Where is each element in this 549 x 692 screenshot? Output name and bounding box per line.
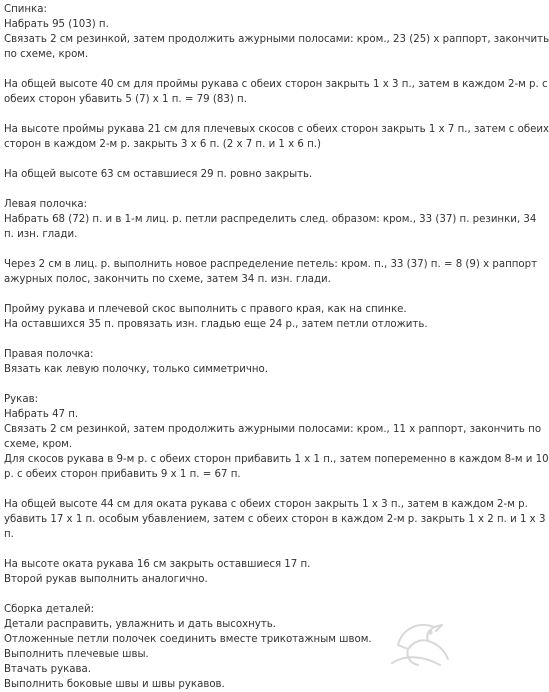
paragraph-gap bbox=[4, 287, 456, 302]
text-line: Пройму рукава и плечевой скос выполнить с правого края, как на спинке. bbox=[4, 304, 407, 315]
document-body bbox=[4, 2, 549, 692]
text-line: схеме, кром. bbox=[4, 439, 73, 450]
text-line: На общей высоте 63 см оставшиеся 29 п. ровно закрыть. bbox=[4, 169, 313, 180]
paragraph-gap bbox=[4, 107, 456, 122]
text-line: сторон в каждом 2-м р. закрыть 3 х 6 п. (2 х 7 п. и 1 х 6 п.) bbox=[4, 139, 322, 150]
text-line: Правая полочка: bbox=[4, 349, 94, 360]
paragraph-gap bbox=[4, 152, 456, 167]
text-line: Набрать 68 (72) п. и в 1-м лиц. р. петли распределить след. образом: кром., 33 (37) п. резинки, 34 bbox=[4, 214, 537, 225]
paragraph-gap bbox=[4, 542, 456, 557]
paragraph-gap bbox=[4, 332, 456, 347]
text-line: Вязать как левую полочку, только симметрично. bbox=[4, 364, 269, 375]
text-line: Выполнить боковые швы и швы рукавов. bbox=[4, 679, 225, 690]
paragraph-gap bbox=[4, 62, 456, 77]
text-line: по схеме, кром. bbox=[4, 49, 89, 60]
text-line: Через 2 см в лиц. р. выполнить новое распределение петель: кром. п., 33 (37) п. = 8 (9) х раппорт bbox=[4, 259, 538, 270]
paragraph-gap bbox=[4, 482, 456, 497]
text-line: ажурных полос, закончить по схеме, затем 34 п. изн. глади. bbox=[4, 274, 331, 285]
paragraph-gap bbox=[4, 182, 456, 197]
text-line: Рукав: bbox=[4, 394, 39, 405]
bird-logo-icon bbox=[378, 605, 456, 671]
text-line: Связать 2 см резинкой, затем продолжить ажурными полосами: кром., 11 х раппорт, закончить по bbox=[4, 424, 542, 435]
text-line: Втачать рукава. bbox=[4, 664, 91, 675]
text-line: Детали расправить, увлажнить и дать высохнуть. bbox=[4, 619, 277, 630]
text-line: Левая полочка: bbox=[4, 199, 88, 210]
paragraph-gap bbox=[4, 587, 456, 602]
text-line: На высоте оката рукава 16 см закрыть оставшиеся 17 п. bbox=[4, 559, 311, 570]
text-line: убавить 17 х 1 п. особым убавлением, затем с обеих сторон в каждом 2-м р. закрыть 1 х 2 п. и 1 х 3 bbox=[4, 514, 546, 525]
text-line: Сборка деталей: bbox=[4, 604, 95, 615]
watermark-logo bbox=[378, 605, 456, 671]
text-line: Отложенные петли полочек соединить вместе трикотажным швом. bbox=[4, 634, 372, 645]
text-line: Выполнить плечевые швы. bbox=[4, 649, 149, 660]
text-line: п. изн. глади. bbox=[4, 229, 78, 240]
text-line: На общей высоте 44 см для оката рукава с обеих сторон закрыть 1 х 3 п., затем в каждом 2-м р. bbox=[4, 499, 528, 510]
text-line: Связать 2 см резинкой, затем продолжить ажурными полосами: кром., 23 (25) х раппорт, закончить bbox=[4, 34, 549, 45]
text-line: Набрать 47 п. bbox=[4, 409, 79, 420]
text-line: обеих сторон убавить 5 (7) х 1 п. = 79 (83) п. bbox=[4, 94, 247, 105]
text-line: На высоте проймы рукава 21 см для плечевых скосов с обеих сторон закрыть 1 х 7 п., затем с обеих bbox=[4, 124, 549, 135]
text-line: Спинка: bbox=[4, 4, 47, 15]
text-line: Второй рукав выполнить аналогично. bbox=[4, 574, 208, 585]
text-line: На оставшихся 35 п. провязать изн. гладью еще 24 р., затем петли отложить. bbox=[4, 319, 428, 330]
text-line: Для скосов рукава в 9-м р. с обеих сторон прибавить 1 х 1 п., затем попеременно в каждом 8-м и 10 bbox=[4, 454, 549, 465]
text-line: р. с обеих сторон прибавить 9 х 1 п. = 67 п. bbox=[4, 469, 241, 480]
text-line: Набрать 95 (103) п. bbox=[4, 19, 109, 30]
paragraph-gap bbox=[4, 377, 456, 392]
paragraph-gap bbox=[4, 242, 456, 257]
text-line: п. bbox=[4, 529, 14, 540]
text-line: На общей высоте 40 см для проймы рукава с обеих сторон закрыть 1 х 3 п., затем в каждом 2-м р. с bbox=[4, 79, 548, 90]
